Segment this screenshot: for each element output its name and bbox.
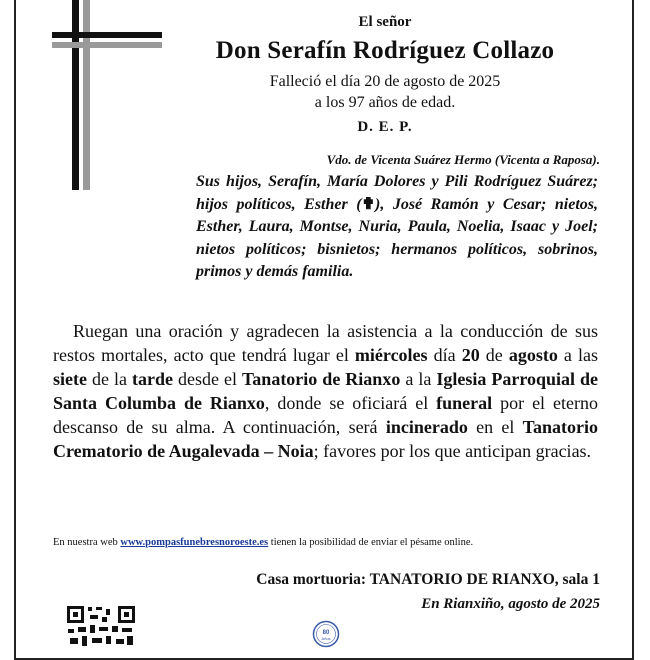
ceremony-period: tarde — [131, 369, 173, 389]
rip-text: D. E. P. — [357, 119, 413, 135]
ceremony-day: miércoles — [354, 345, 428, 365]
ceremony-crematorium: Tanatorio Crematorio de Augalevada – Noia — [53, 417, 598, 461]
family-list — [196, 171, 598, 284]
deceased-name: Don Serafín Rodríguez Collazo — [215, 37, 555, 64]
obituary-header — [170, 14, 600, 136]
svg-text:80: 80 — [322, 630, 330, 636]
cross-icon — [52, 0, 162, 190]
ceremony-text: a la — [400, 369, 437, 389]
web-note-text: En nuestra web — [53, 537, 121, 548]
ceremony-paragraph — [53, 319, 598, 463]
small-cross-icon: ✟ — [361, 195, 375, 213]
website-link[interactable]: www.pompasfunebresnoroeste.es — [120, 537, 269, 548]
web-note — [53, 537, 613, 548]
ceremony-text: Ruegan una oración y agradecen la asistencia a la conducción de sus restos mortales, acto que tendrá lugar el — [53, 321, 598, 365]
ceremony-date: 20 — [461, 345, 480, 365]
ceremony-text: por el eterno descanso de su alma. A continuación, será — [53, 393, 598, 437]
ceremony-text: de — [479, 345, 509, 365]
ceremony-funeral: funeral — [436, 393, 493, 413]
ceremony-text: , donde se oficiará el — [264, 393, 437, 413]
ceremony-text: a las — [557, 345, 598, 365]
family-text-part1: Sus hijos, Serafín, María Dolores y Pili Rodríguez Suárez; hijos políticos, Esther ( — [196, 173, 598, 213]
qr-code-icon[interactable] — [66, 605, 136, 650]
death-date-line: Falleció el día 20 de agosto de 2025 — [269, 73, 501, 90]
ceremony-text: de la — [86, 369, 132, 389]
ceremony-month: agosto — [508, 345, 558, 365]
ceremony-text: en el — [467, 417, 523, 437]
age-line: a los 97 años de edad. — [314, 94, 456, 111]
ceremony-incinerated: incinerado — [385, 417, 468, 437]
place-date-line: En Rianxiño, agosto de 2025 — [421, 596, 600, 612]
widower-line: Vdo. de Vicenta Suárez Hermo (Vicenta a Raposa). — [326, 152, 600, 167]
web-note-text: tienen la posibilidad de enviar el pésame online. — [268, 537, 474, 548]
intro-text: El señor — [358, 14, 412, 30]
svg-text:Años: Años — [321, 636, 331, 641]
mortuary-line: Casa mortuoria: TANATORIO DE RIANXO, sala 1 — [256, 571, 600, 588]
ceremony-origin: Tanatorio de Rianxo — [241, 369, 401, 389]
family-text-part2: ), José Ramón y Cesar; nietos, Esther, Laura, Montse, Nuria, Paula, Noelia, Isaac y Joel; nietos políticos; bisnietos; hermanos políticos, sobrinos, primos y demás familia. — [196, 195, 598, 280]
ceremony-text: día — [427, 345, 462, 365]
anniversary-seal-logo — [312, 620, 340, 648]
ceremony-text: ; favores por los que anticipan gracias. — [313, 441, 592, 461]
ceremony-text: desde el — [172, 369, 242, 389]
ceremony-hour: siete — [53, 369, 87, 389]
ceremony-church: Iglesia Parroquial de Santa Columba de Rianxo — [53, 369, 599, 413]
